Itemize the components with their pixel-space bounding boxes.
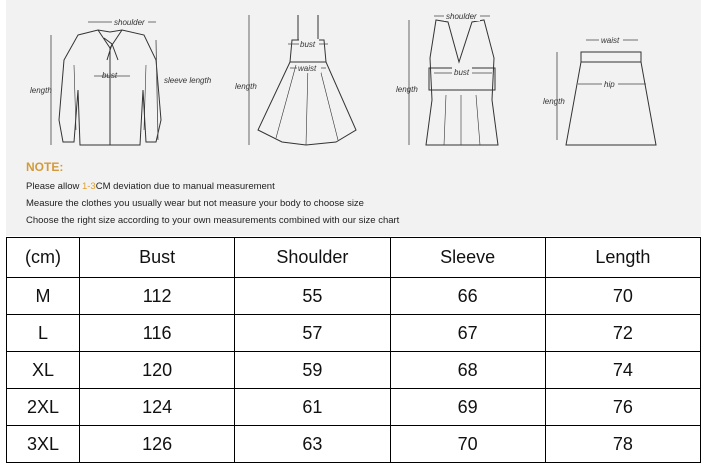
table-cell: 66 (390, 278, 545, 315)
header-cell: Shoulder (235, 238, 390, 278)
length-label: length (396, 85, 418, 94)
size-cell: L (7, 315, 80, 352)
size-cell: XL (7, 352, 80, 389)
table-cell: 120 (80, 352, 235, 389)
bust-label: bust (454, 68, 470, 77)
skirt-drawing (566, 52, 656, 145)
table-cell: 70 (390, 426, 545, 463)
table-cell: 59 (235, 352, 390, 389)
table-cell: 69 (390, 389, 545, 426)
table-cell: 112 (80, 278, 235, 315)
table-cell: 67 (390, 315, 545, 352)
table-row (7, 315, 701, 352)
note-title: NOTE: (26, 160, 64, 174)
note-text: CM deviation due to manual measurement (95, 181, 275, 192)
header-cell: (cm) (7, 238, 80, 278)
table-row (7, 352, 701, 389)
table-row (7, 389, 701, 426)
header-cell: Sleeve (390, 238, 545, 278)
size-table-body (7, 238, 701, 463)
table-cell: 78 (545, 426, 700, 463)
table-cell: 124 (80, 389, 235, 426)
length-label: length (543, 97, 565, 106)
size-cell: 2XL (7, 389, 80, 426)
table-cell: 68 (390, 352, 545, 389)
waist-label: waist (601, 36, 620, 45)
length-label: length (30, 86, 52, 95)
size-cell: M (7, 278, 80, 315)
shoulder-label: shoulder (114, 18, 145, 27)
table-cell: 126 (80, 426, 235, 463)
table-cell: 116 (80, 315, 235, 352)
table-cell: 70 (545, 278, 700, 315)
table-cell: 74 (545, 352, 700, 389)
tank-top-drawing (426, 20, 498, 145)
bust-label: bust (102, 71, 118, 80)
table-cell: 61 (235, 389, 390, 426)
table-cell: 55 (235, 278, 390, 315)
measurement-illustrations (6, 0, 701, 236)
table-cell: 57 (235, 315, 390, 352)
header-cell: Bust (80, 238, 235, 278)
size-table (6, 237, 701, 463)
table-row (7, 426, 701, 463)
shoulder-label: shoulder (446, 12, 477, 21)
table-cell: 63 (235, 426, 390, 463)
blouse-drawing (59, 30, 161, 145)
table-row (7, 278, 701, 315)
note-line-deviation (26, 181, 275, 192)
table-cell: 76 (545, 389, 700, 426)
header-cell: Length (545, 238, 700, 278)
waist-label: waist (298, 64, 317, 73)
dress-drawing (258, 15, 356, 145)
note-line-measure: Measure the clothes you usually wear but not measure your body to choose size (26, 198, 364, 209)
size-cell: 3XL (7, 426, 80, 463)
bust-label: bust (300, 40, 316, 49)
sleeve-length-label: sleeve length (164, 76, 212, 85)
size-chart (6, 0, 701, 466)
note-highlight: 1-3 (81, 181, 96, 192)
table-header-row (7, 238, 701, 278)
hip-label: hip (604, 80, 615, 89)
table-cell: 72 (545, 315, 700, 352)
note-text: Please allow (26, 181, 82, 192)
note-line-choose: Choose the right size according to your own measurements combined with our size chart (26, 215, 400, 226)
garment-drawings (6, 0, 701, 160)
length-label: length (235, 82, 257, 91)
